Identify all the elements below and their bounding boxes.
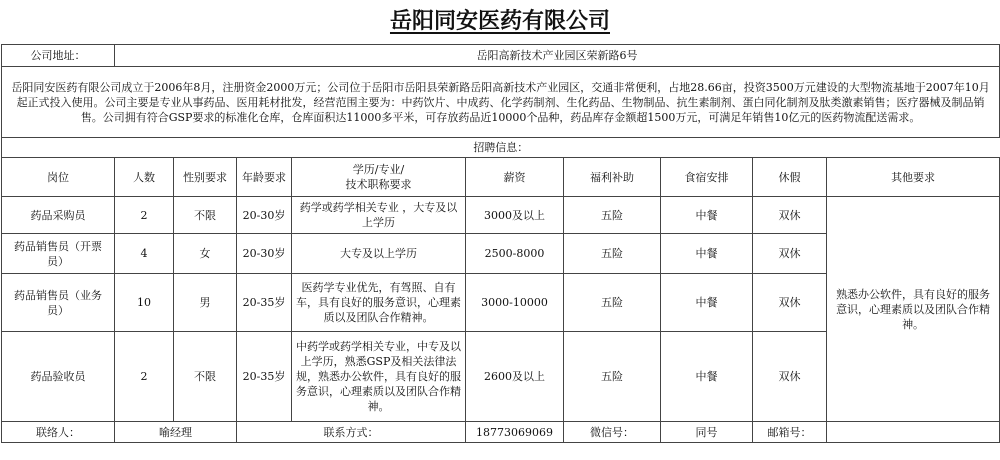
job-count: 2 <box>115 197 174 234</box>
job-education: 药学或药学相关专业 ，大专及以上学历 <box>292 197 466 234</box>
job-age: 20-35岁 <box>237 274 292 332</box>
job-gender: 不限 <box>174 332 237 422</box>
header-age: 年龄要求 <box>237 158 292 197</box>
recruit-label-row <box>2 138 1000 158</box>
job-meals: 中餐 <box>661 274 753 332</box>
job-count: 2 <box>115 332 174 422</box>
address-row <box>2 45 1000 67</box>
job-welfare: 五险 <box>564 274 661 332</box>
header-gender: 性别要求 <box>174 158 237 197</box>
job-salary: 3000-10000 <box>466 274 564 332</box>
job-gender: 女 <box>174 234 237 274</box>
job-education: 医药学专业优先，有驾照、自有车，具有良好的服务意识，心理素质以及团队合作精神。 <box>292 274 466 332</box>
job-position: 药品销售员（开票员） <box>2 234 115 274</box>
company-title <box>0 0 1000 44</box>
job-meals: 中餐 <box>661 234 753 274</box>
contact-label: 联络人： <box>2 422 115 443</box>
footer-row <box>2 422 1000 443</box>
header-position: 岗位 <box>2 158 115 197</box>
intro-row <box>2 67 1000 138</box>
job-meals: 中餐 <box>661 197 753 234</box>
header-other: 其他要求 <box>827 158 1000 197</box>
job-gender: 男 <box>174 274 237 332</box>
email-value <box>827 422 1000 443</box>
job-holiday: 双休 <box>753 274 827 332</box>
phone-label: 联系方式： <box>237 422 466 443</box>
job-age: 20-35岁 <box>237 332 292 422</box>
job-salary: 2500-8000 <box>466 234 564 274</box>
job-holiday: 双休 <box>753 234 827 274</box>
job-welfare: 五险 <box>564 197 661 234</box>
job-meals: 中餐 <box>661 332 753 422</box>
job-education: 大专及以上学历 <box>292 234 466 274</box>
job-salary: 2600及以上 <box>466 332 564 422</box>
job-count: 10 <box>115 274 174 332</box>
header-welfare: 福利补助 <box>564 158 661 197</box>
wechat-value: 同号 <box>661 422 753 443</box>
job-welfare: 五险 <box>564 234 661 274</box>
company-intro: 岳阳同安医药有限公司成立于2006年8月，注册资金2000万元；公司位于岳阳市岳阳县荣新路岳阳高新技术产业园区，交通非常便利，占地28.66亩，投资3500万元建设的大型物流基地于2007年10月起正式投入使用。公司主要是专业从事药品、医用耗材批发，经营范围主要为：中药饮片、中成药、化学药制剂、生化药品、生物制品、抗生素制剂、蛋白同化制剂及肽类激素销售；医疗器械及制品销售。公司拥有符合GSP要求的标准化仓库，仓库面积达11000多平米，可存放药品近10000个品种，药品库存金额超1500万元，可满足年销售10亿元的医药物流配送需求。 <box>2 67 1000 138</box>
job-welfare: 五险 <box>564 332 661 422</box>
recruitment-table <box>1 44 1000 443</box>
job-count: 4 <box>115 234 174 274</box>
header-education-line1: 学历/专业/ <box>352 163 405 176</box>
job-age: 20-30岁 <box>237 197 292 234</box>
job-position: 药品销售员（业务员） <box>2 274 115 332</box>
job-education: 中药学或药学相关专业，中专及以上学历，熟悉GSP及相关法律法规，熟悉办公软件，具有良好的服务意识，心理素质以及团队合作精神。 <box>292 332 466 422</box>
job-age: 20-30岁 <box>237 234 292 274</box>
wechat-label: 微信号： <box>564 422 661 443</box>
address-label: 公司地址： <box>2 45 115 67</box>
job-holiday: 双休 <box>753 197 827 234</box>
other-requirements: 熟悉办公软件，具有良好的服务意识，心理素质以及团队合作精神。 <box>827 197 1000 422</box>
header-salary: 薪资 <box>466 158 564 197</box>
job-position: 药品采购员 <box>2 197 115 234</box>
header-count: 人数 <box>115 158 174 197</box>
job-gender: 不限 <box>174 197 237 234</box>
email-label: 邮箱号： <box>753 422 827 443</box>
contact-value: 喻经理 <box>115 422 237 443</box>
header-row <box>2 158 1000 197</box>
job-holiday: 双休 <box>753 332 827 422</box>
recruit-label: 招聘信息： <box>2 138 1000 158</box>
header-education <box>292 158 466 197</box>
header-education-line2: 技术职称要求 <box>345 178 412 191</box>
phone-value: 18773069069 <box>466 422 564 443</box>
table-row <box>2 197 1000 234</box>
job-salary: 3000及以上 <box>466 197 564 234</box>
header-meals: 食宿安排 <box>661 158 753 197</box>
company-title-text: 岳阳同安医药有限公司 <box>389 9 610 34</box>
header-holiday: 休假 <box>753 158 827 197</box>
address-value: 岳阳高新技术产业园区荣新路6号 <box>115 45 1000 67</box>
job-position: 药品验收员 <box>2 332 115 422</box>
